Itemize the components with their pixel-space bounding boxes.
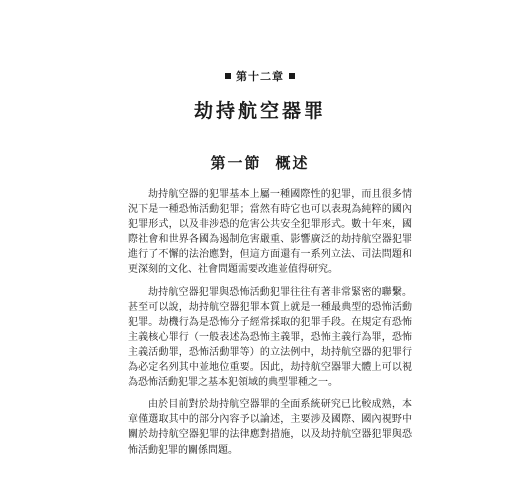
square-bullet-icon bbox=[225, 73, 231, 79]
chapter-title: 劫持航空器罪 bbox=[193, 100, 326, 122]
chapter-number: 第十二章 bbox=[236, 70, 284, 83]
paragraph: 劫持航空器的犯罪基本上屬一種國際性的犯罪，而且很多情況下是一種恐怖活動犯罪；當然有時它也可以表現為純粹的國內犯罪形式，以及非涉恐的危害公共安全犯罪形式。數十年來，國際社會和世界各國為遏制危害嚴重、影響廣泛的劫持航空器犯罪進行了不懈的法治應對，但這方面還有一系列立法、司法問題和更深刻的文化、社會問題需要改進並值得研究。 bbox=[128, 189, 412, 276]
paragraph: 由於目前對於劫持航空器罪的全面系統研究已比較成熟，本章僅選取其中的部分內容予以論述，主要涉及國際、國內視野中關於劫持航空器犯罪的法律應對措施，以及劫持航空器犯罪與恐怖活動犯罪的關係問題。 bbox=[128, 399, 412, 456]
square-bullet-icon bbox=[289, 73, 295, 79]
paragraph: 劫持航空器犯罪與恐怖活動犯罪往往有著非常緊密的聯繫。甚至可以說，劫持航空器犯罪本質上就是一種最典型的恐怖活動犯罪。劫機行為是恐怖分子經常採取的犯罪手段。在規定有恐怖主義核心罪行（一般表述為恐怖主義罪，恐怖主義行為罪，恐怖主義活動罪，恐怖活動罪等）的立法例中，劫持航空器的犯罪行為必定名列其中並地位重要。因此，劫持航空器罪大體上可以視為恐怖活動犯罪之基本犯領域的典型罪種之一。 bbox=[128, 286, 412, 389]
chapter-label bbox=[0, 68, 520, 84]
body-text bbox=[128, 187, 412, 465]
section-title: 概述 bbox=[275, 154, 310, 172]
section-heading bbox=[0, 152, 520, 173]
section-number: 第一節 bbox=[210, 154, 262, 172]
